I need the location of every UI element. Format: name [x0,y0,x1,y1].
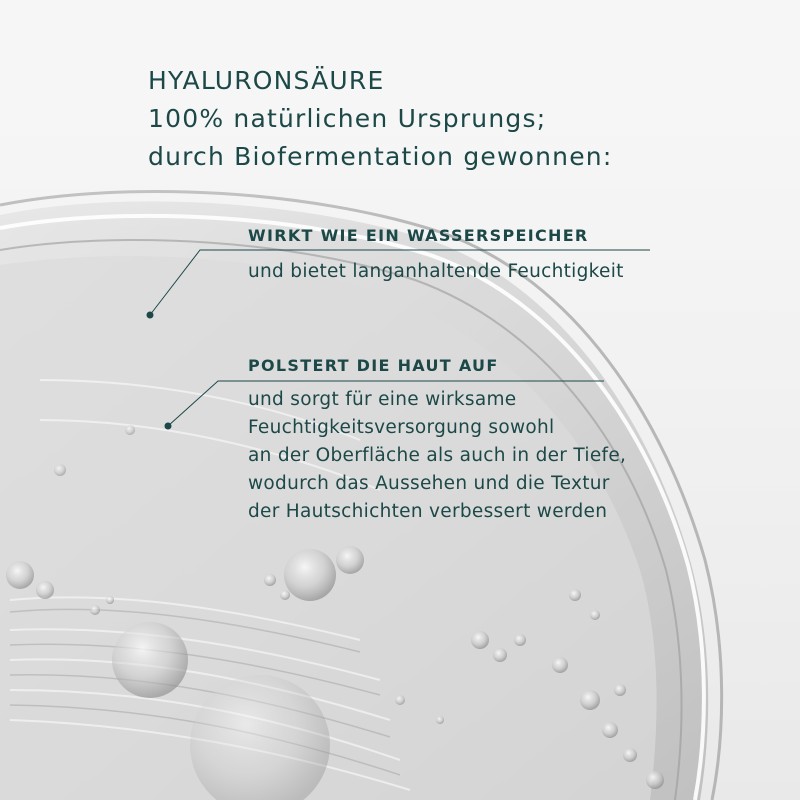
callout-text-line: an der Oberfläche als auch in der Tiefe, [248,445,627,466]
callout-text-line: der Hautschichten verbessert werden [248,501,608,522]
callout-text-line: wodurch das Aussehen und die Textur [248,473,610,494]
callout-title: POLSTERT DIE HAUT AUF [248,356,499,375]
callout-text-line: und sorgt für eine wirksame [248,389,517,410]
headline-line-1: HYALURONSÄURE [148,66,385,95]
callout-title: WIRKT WIE EIN WASSERSPEICHER [248,226,589,245]
callout-text-line: Feuchtigkeitsversorgung sowohl [248,417,555,438]
headline-line-3: durch Biofermentation gewonnen: [148,142,613,171]
headline-line-2: 100% natürlichen Ursprungs; [148,104,547,133]
dot-marker-icon [165,423,172,430]
callout-text [248,258,624,286]
dot-marker-icon [147,312,154,319]
callout-text [248,386,626,526]
callout-text-line: und bietet langanhaltende Feuchtigkeit [248,261,624,282]
